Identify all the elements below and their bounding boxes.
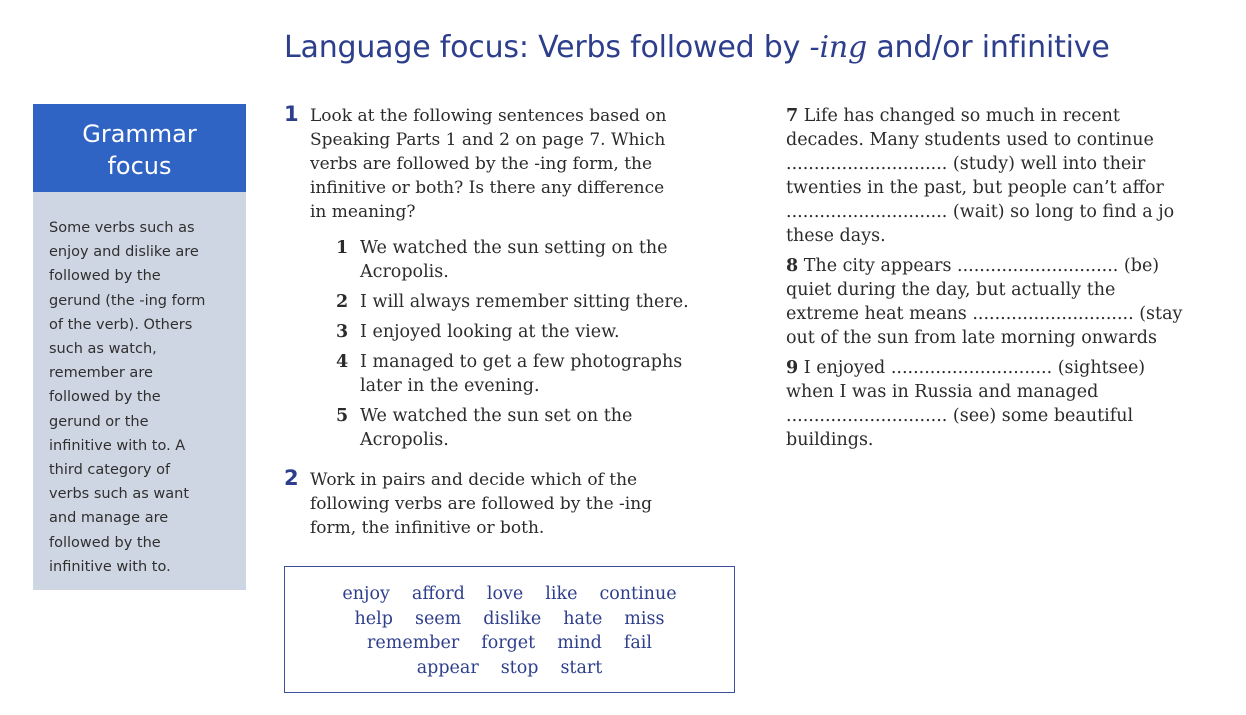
exercise-1	[284, 104, 744, 452]
list-item	[336, 350, 744, 398]
grammar-focus-heading-line2: focus	[107, 152, 172, 180]
verb: hate	[563, 608, 603, 629]
list-item	[336, 404, 744, 452]
sentence-number: 4	[336, 352, 349, 372]
verb: stop	[500, 657, 539, 678]
verb: mind	[557, 633, 602, 653]
verb: enjoy	[342, 584, 390, 604]
sentence-text: I enjoyed looking at the view.	[360, 322, 620, 342]
verb-row	[285, 656, 734, 681]
sentence-text: I managed to get a few photographs later in the evening.	[360, 352, 683, 396]
grammar-focus-heading-line1: Grammar	[82, 120, 197, 148]
page-title	[284, 30, 1110, 65]
list-item	[336, 236, 744, 284]
item-number: 7	[786, 106, 799, 126]
verb: dislike	[483, 608, 542, 629]
item-text: I enjoyed ............................. (sightsee) when I was in Russia and managed ............................. (see) some beautiful buildings.	[786, 358, 1146, 450]
grammar-focus-text: Some verbs such as enjoy and dislike are followed by the gerund (the -ing form of the verb). Others such as watch, remember are followed by the gerund or the infinitive with to. A third category of verbs such as want and manage are followed by the infinitive with to.	[49, 220, 206, 575]
exercise-1-number: 1	[284, 102, 299, 126]
title-prefix: Language focus: Verbs followed by	[284, 30, 810, 65]
gap-fill-item-8	[786, 254, 1206, 350]
gap-fill-item-9	[786, 356, 1206, 452]
title-suffix: and/or infinitive	[867, 30, 1110, 65]
grammar-focus-box	[33, 104, 246, 590]
verb: remember	[367, 633, 460, 653]
verb: help	[354, 608, 393, 629]
verb-row	[285, 582, 734, 607]
verb: fail	[623, 633, 652, 653]
list-item	[336, 320, 744, 344]
verb: start	[560, 657, 603, 678]
item-number: 8	[786, 256, 799, 276]
grammar-focus-body	[33, 192, 246, 590]
exercise-2	[284, 468, 744, 540]
verb: miss	[624, 608, 665, 629]
exercise-1-instruction: Look at the following sentences based on Speaking Parts 1 and 2 on page 7. Which verbs are followed by the -ing form, the infinitive or both? Is there any difference in meaning?	[310, 106, 667, 222]
gap-fill-item-7	[786, 104, 1206, 248]
sentence-number: 2	[336, 292, 349, 312]
verb: love	[486, 584, 524, 604]
gap-fill-column	[786, 104, 1206, 458]
verb: appear	[416, 657, 479, 678]
verb-row	[285, 607, 734, 632]
exercises-column	[284, 104, 744, 540]
verb: forget	[481, 633, 536, 653]
exercise-2-number: 2	[284, 466, 299, 490]
sentence-list	[310, 236, 744, 452]
sentence-text: We watched the sun set on the Acropolis.	[360, 406, 633, 450]
item-number: 9	[786, 358, 799, 378]
verb: continue	[599, 584, 677, 604]
verb: like	[545, 584, 578, 604]
sentence-text: We watched the sun setting on the Acropolis.	[360, 238, 668, 282]
item-text: The city appears ............................. (be) quiet during the day, but actually the extreme heat means ............................. (stay out of the sun from late morning onwards	[786, 256, 1183, 348]
sentence-number: 5	[336, 406, 349, 426]
exercise-2-instruction: Work in pairs and decide which of the following verbs are followed by the -ing form, the infinitive or both.	[310, 470, 653, 538]
title-ing: -ing	[809, 30, 867, 65]
grammar-focus-heading	[33, 104, 246, 192]
verb: afford	[411, 584, 465, 604]
verb: seem	[414, 608, 462, 629]
sentence-number: 3	[336, 322, 349, 342]
verb-row	[285, 631, 734, 656]
item-text: Life has changed so much in recent decades. Many students used to continue ............................. (study) well into their twenties in the past, but people can’t affor ............................. (wait) so long to find a jo these days.	[786, 106, 1175, 246]
list-item	[336, 290, 744, 314]
verb-box	[284, 566, 735, 693]
sentence-text: I will always remember sitting there.	[360, 292, 689, 312]
sentence-number: 1	[336, 238, 349, 258]
